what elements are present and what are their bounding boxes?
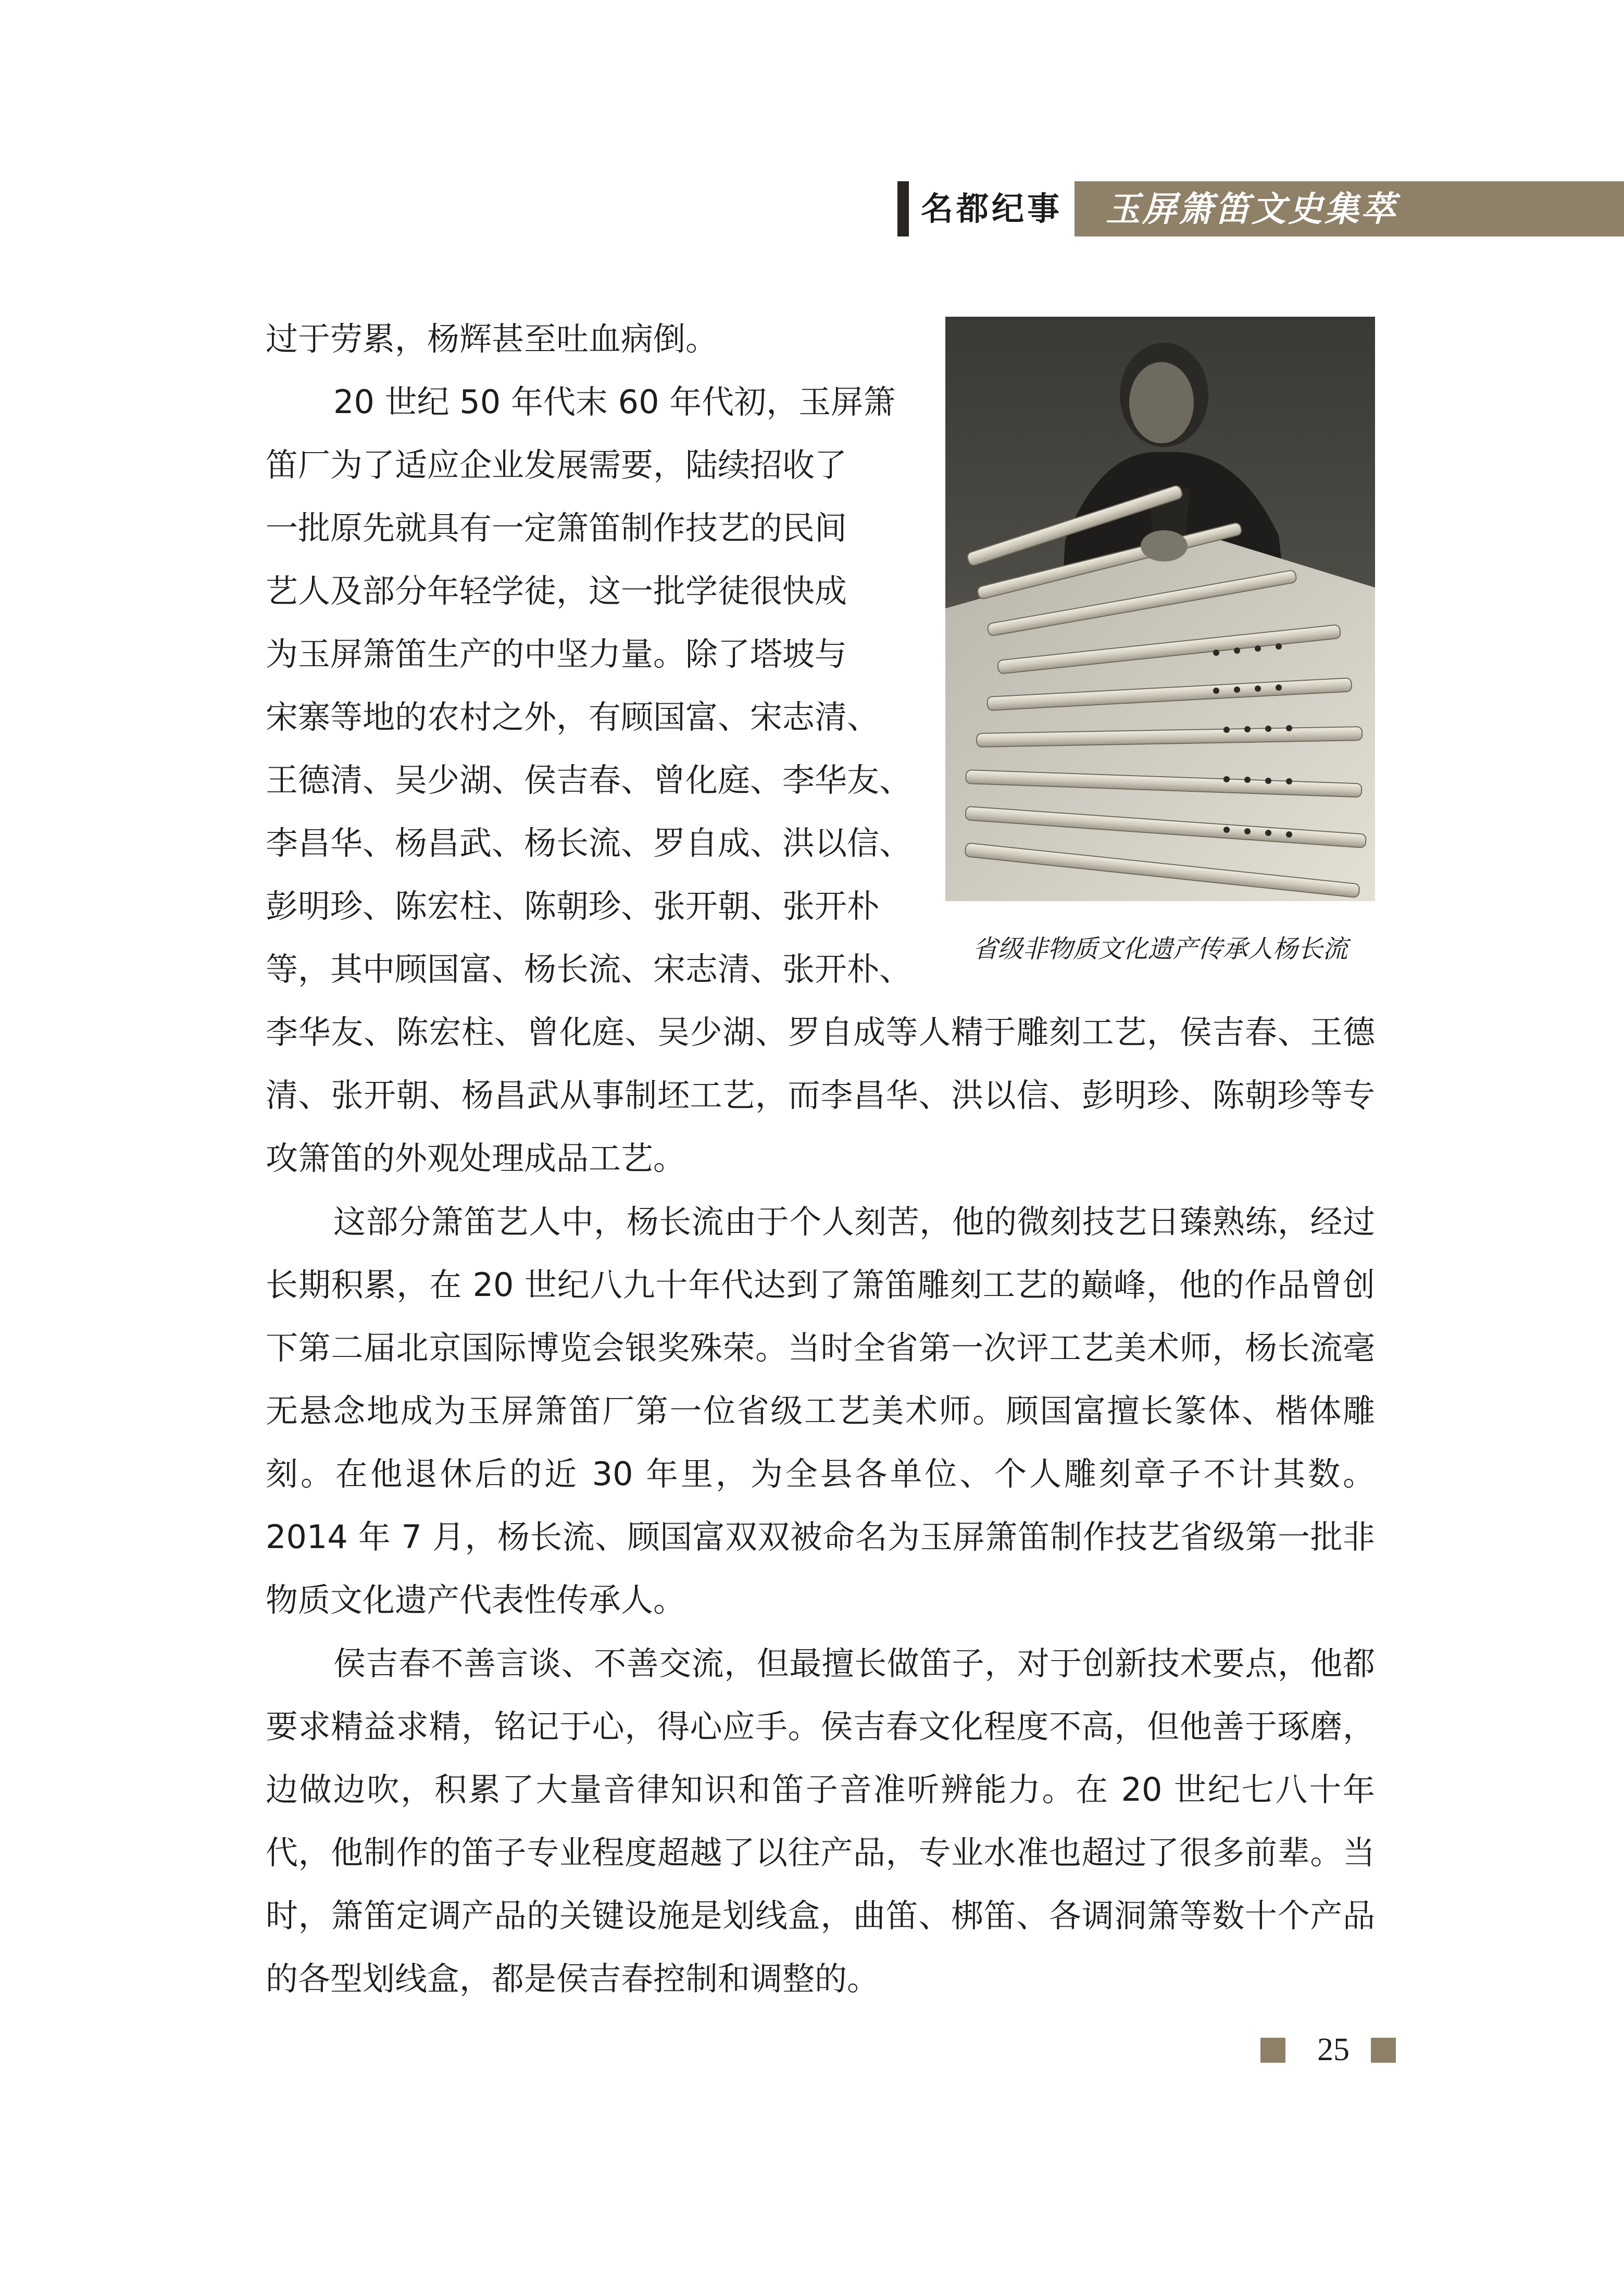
text-line: 一批原先就具有一定箫笛制作技艺的民间: [266, 509, 847, 547]
craftsman-photo: [945, 317, 1375, 901]
paragraph-1-continuation: 李华友、陈宏柱、曾化庭、吴少湖、罗自成等人精于雕刻工艺，侯吉春、王德清、张开朝、杨昌武从事制坯工艺，而李昌华、洪以信、彭明珍、陈朝珍等专攻箫笛的外观处理成品工艺。: [266, 1013, 1375, 1177]
text-line: 王德清、吴少湖、侯吉春、曾化庭、李华友、: [266, 761, 912, 799]
header-accent-bar: [897, 181, 909, 236]
text-line: 为玉屏箫笛生产的中坚力量。除了塔坡与: [266, 635, 847, 673]
footer-square-left: [1260, 2038, 1285, 2063]
page-number: 25: [1317, 2032, 1350, 2067]
text-line: 等，其中顾国富、杨长流、宋志清、张开朴、: [266, 950, 912, 988]
text-line: 宋寨等地的农村之外，有顾国富、宋志清、: [266, 698, 880, 736]
running-header: [897, 181, 1624, 236]
text-line: 李昌华、杨昌武、杨长流、罗自成、洪以信、: [266, 824, 912, 862]
paragraph-2: 这部分箫笛艺人中，杨长流由于个人刻苦，他的微刻技艺日臻熟练，经过长期积累，在 20 世纪八九十年代达到了箫笛雕刻工艺的巅峰，他的作品曾创下第二届北京国际博览会银奖殊荣。当时全省第一次评工艺美术师，杨长流毫无悬念地成为玉屏箫笛厂第一位省级工艺美术师。顾国富擅长篆体、楷体雕刻。在他退休后的近 30 年里，为全县各单位、个人雕刻章子不计其数。2014 年 7 月，杨长流、顾国富双双被命名为玉屏箫笛制作技艺省级第一批非物质文化遗产代表性传承人。: [266, 1203, 1375, 1619]
text-line: 艺人及部分年轻学徒，这一批学徒很快成: [266, 572, 847, 610]
book-title: 玉屏箫笛文史集萃: [1075, 181, 1624, 236]
text-line: 20 世纪 50 年代末 60 年代初，玉屏箫: [333, 383, 896, 421]
section-title: 名都纪事: [909, 181, 1075, 236]
text-line: 彭明珍、陈宏柱、陈朝珍、张开朝、张开朴: [266, 887, 880, 925]
text-line: 笛厂为了适应企业发展需要，陆续招收了: [266, 446, 847, 484]
photo-illustration: [945, 317, 1375, 901]
paragraph-continuation: 过于劳累，杨辉甚至吐血病倒。: [266, 320, 718, 358]
paragraph-3: 侯吉春不善言谈、不善交流，但最擅长做笛子，对于创新技术要点，他都要求精益求精，铭记于心，得心应手。侯吉春文化程度不高，但他善于琢磨，边做边吹，积累了大量音律知识和笛子音准听辨能力。在 20 世纪七八十年代，他制作的笛子专业程度超越了以往产品，专业水准也超过了很多前辈。当时，箫笛定调产品的关键设施是划线盒，曲笛、梆笛、各调洞箫等数十个产品的各型划线盒，都是侯吉春控制和调整的。: [266, 1644, 1375, 1998]
footer-square-right: [1371, 2038, 1396, 2063]
photo-caption: 省级非物质文化遗产传承人杨长流: [972, 934, 1348, 964]
